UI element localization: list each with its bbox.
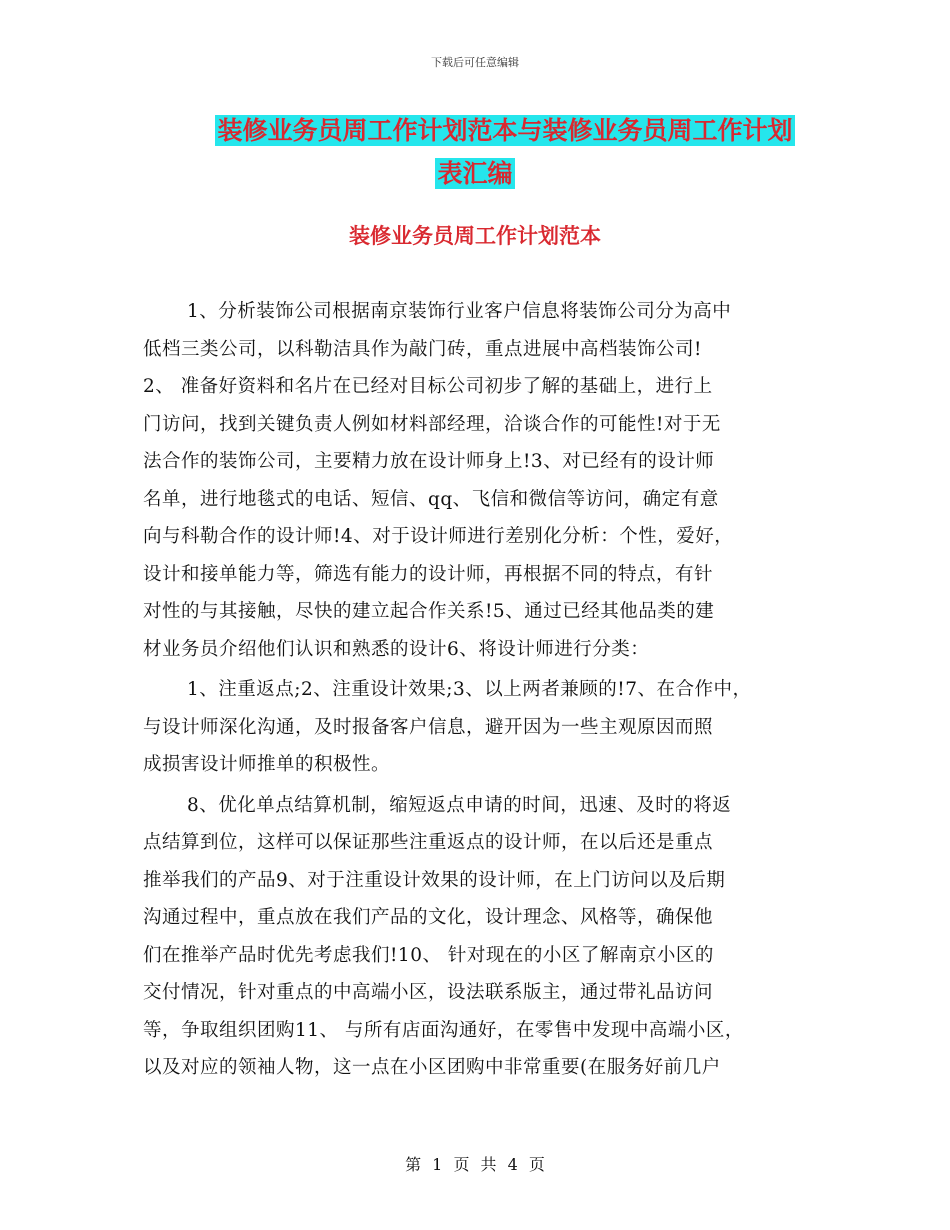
- title-line-1-text: 装修业务员周工作计划范本与装修业务员周工作计划: [217, 116, 793, 145]
- body-line: 2、 准备好资料和名片在已经对目标公司初步了解的基础上，进行上: [143, 376, 713, 397]
- body-line: 名单，进行地毯式的电话、短信、qq、飞信和微信等访问，确定有意: [143, 488, 719, 510]
- body-line: 以及对应的领袖人物，这一点在小区团购中非常重要(在服务好前几户: [143, 1057, 721, 1078]
- body-line: 点结算到位，这样可以保证那些注重返点的设计师，在以后还是重点: [143, 832, 714, 853]
- body-line: 沟通过程中，重点放在我们产品的文化，设计理念、风格等，确保他: [143, 907, 714, 928]
- body-line: 向与科勒合作的设计师!4、对于设计师进行差别化分析：个性，爱好，: [143, 526, 734, 547]
- body-line: 法合作的装饰公司，主要精力放在设计师身上!3、对已经有的设计师: [143, 451, 715, 472]
- body-line: 们在推举产品时优先考虑我们!10、 针对现在的小区了解南京小区的: [143, 944, 714, 966]
- body-line: 材业务员介绍他们认识和熟悉的设计6、将设计师进行分类：: [143, 638, 650, 660]
- document-title-line-1: [30, 111, 950, 151]
- body-line: 门访问，找到关键负责人例如材料部经理，洽谈合作的可能性!对于无: [143, 413, 721, 435]
- body-line: 1、分析装饰公司根据南京装饰行业客户信息将装饰公司分为高中: [187, 301, 732, 322]
- section-title: 装修业务员周工作计划范本: [349, 224, 601, 248]
- body-line: 1、注重返点;2、注重设计效果;3、以上两者兼顾的!7、在合作中，: [187, 679, 752, 700]
- header-note: 下载后可任意编辑: [431, 56, 519, 69]
- body-line: 对性的与其接触，尽快的建立起合作关系!5、通过已经其他品类的建: [143, 601, 715, 622]
- page-footer: 第 1 页 共 4 页: [405, 1155, 545, 1174]
- body-line: 交付情况，针对重点的中高端小区，设法联系版主，通过带礼品访问: [143, 982, 714, 1003]
- body-line: 等，争取组织团购11、 与所有店面沟通好，在零售中发现中高端小区，: [143, 1019, 744, 1041]
- body-line: 与设计师深化沟通，及时报备客户信息，避开因为一些主观原因而照: [143, 716, 714, 738]
- body-line: 推举我们的产品9、对于注重设计效果的设计师，在上门访问以及后期: [143, 869, 726, 891]
- body-line: 设计和接单能力等，筛选有能力的设计师，再根据不同的特点，有针: [143, 563, 714, 585]
- body-line: 8、优化单点结算机制，缩短返点申请的时间，迅速、及时的将返: [187, 794, 732, 816]
- body-line: 低档三类公司，以科勒洁具作为敲门砖，重点进展中高档装饰公司!: [143, 338, 702, 360]
- document-title-line-2: [0, 154, 950, 194]
- title-line-2-text: 表汇编: [437, 159, 513, 188]
- body-text: [143, 293, 813, 1087]
- body-line: 成损害设计师推单的积极性。: [143, 754, 391, 775]
